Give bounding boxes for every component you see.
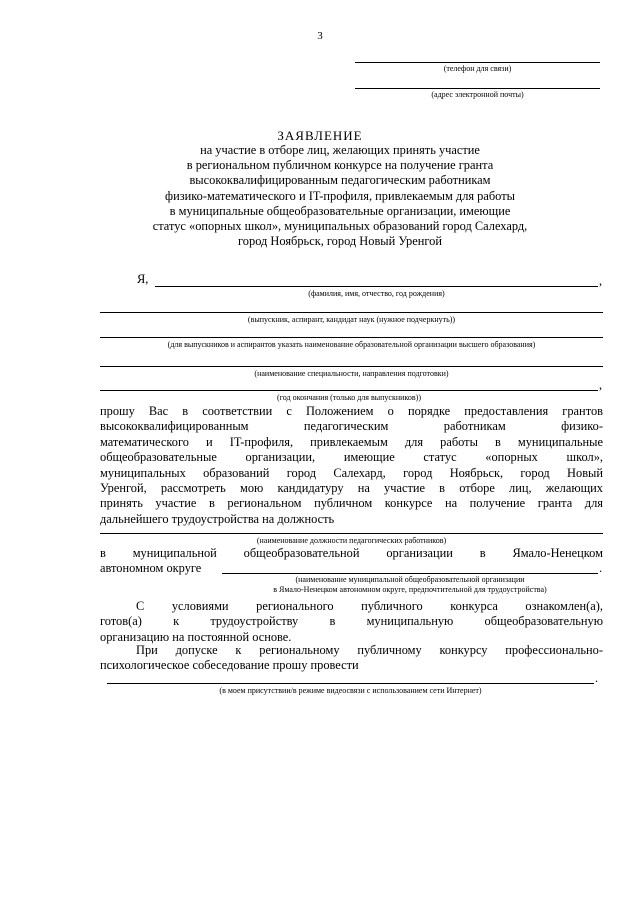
subtitle-line: высококвалифицированным педагогическим работникам [189, 173, 491, 188]
paragraph-line: дальнейшего трудоустройства на должность [100, 511, 335, 526]
subtitle-line: в региональном публичном конкурсе на получение гранта [186, 158, 494, 173]
paragraph-line: муниципальных образований город Салехард, город Ноябрьск, город Новый [100, 465, 603, 480]
document-subtitle [120, 143, 560, 249]
paragraph-line: высококвалифицированным педагогическим работникам физико- [100, 419, 603, 434]
paragraph-line: автономном округе [100, 561, 202, 576]
grad-year-field-line[interactable] [100, 390, 598, 391]
specialty-field-line[interactable] [100, 366, 603, 367]
fio-caption: (фамилия, имя, отчество, год рождения) [308, 289, 445, 298]
fio-field-line[interactable] [155, 286, 598, 287]
paragraph-line: готов(а) к трудоустройству в муниципальную общеобразовательную [100, 614, 603, 629]
subtitle-line: в муниципальные общеобразовательные организации, имеющие [169, 203, 511, 218]
institution-caption: (для выпускников и аспирантов указать наименование образовательной организации высшего образования) [167, 340, 536, 349]
fio-comma: , [599, 274, 603, 288]
grad-year-comma: , [599, 378, 603, 392]
paragraph-line: математического и IT-профиля, привлекаемым для работы в муниципальные [100, 434, 603, 449]
interview-field-line[interactable] [107, 683, 594, 684]
email-line [355, 88, 600, 89]
conditions-paragraph [100, 599, 603, 645]
grad-year-caption: (год окончания (только для выпускников)) [277, 393, 421, 402]
organization-field-line[interactable] [222, 573, 598, 574]
paragraph-line: общеобразовательные организации, имеющие статус «опорных школ», [100, 450, 603, 465]
email-caption: (адрес электронной почты) [431, 90, 524, 99]
position-field-line[interactable] [100, 533, 603, 534]
phone-caption: (телефон для связи) [443, 64, 512, 73]
status-caption: (выпускник, аспирант, кандидат наук (нужное подчеркнуть)) [247, 315, 456, 324]
subtitle-line: статус «опорных школ», муниципальных образований город Салехард, [152, 219, 528, 234]
paragraph-line: организацию на постоянной основе. [100, 629, 292, 644]
status-field-line[interactable] [100, 312, 603, 313]
paragraph-line: Уренгой, рассмотреть мою кандидатуру на участие в отборе лиц, желающих [100, 481, 603, 496]
subtitle-line: город Ноябрьск, город Новый Уренгой [238, 234, 442, 249]
subtitle-line: на участие в отборе лиц, желающих принять участие [200, 143, 480, 157]
subtitle-line: физико-математического и IT-профиля, привлекаемым для работы [165, 188, 515, 203]
document-title: ЗАЯВЛЕНИЕ [277, 128, 363, 143]
position-caption: (наименование должности педагогических работников) [256, 536, 447, 545]
paragraph-line: в муниципальной общеобразовательной организации в Ямало-Ненецком [100, 546, 603, 560]
institution-field-line[interactable] [100, 337, 603, 338]
organization-period: . [599, 561, 603, 575]
request-paragraph [100, 404, 603, 527]
paragraph-line: При допуске к региональному публичному конкурсу профессионально- [136, 643, 603, 657]
phone-line [355, 62, 600, 63]
interview-paragraph [100, 643, 603, 674]
paragraph-line: принять участие в региональном публичном конкурсе на получение гранта для [100, 496, 603, 511]
specialty-caption: (наименование специальности, направления подготовки) [254, 369, 449, 378]
organization-caption-1: (наименование муниципальной общеобразовательной организации [295, 575, 525, 584]
interview-period: . [595, 671, 599, 685]
paragraph-line: С условиями регионального публичного конкурса ознакомлен(а), [136, 599, 603, 613]
ya-label: Я, [137, 272, 149, 286]
paragraph-line: прошу Вас в соответствии с Положением о порядке предоставления грантов [100, 404, 603, 418]
page-number: 3 [317, 30, 323, 42]
paragraph-line: психологическое собеседование прошу провести [100, 658, 359, 673]
interview-caption: (в моем присутствии/в режиме видеосвязи с использованием сети Интернет) [219, 686, 482, 695]
organization-caption-2: в Ямало-Ненецком автономном округе, предпочтительной для трудоустройства) [273, 585, 547, 594]
